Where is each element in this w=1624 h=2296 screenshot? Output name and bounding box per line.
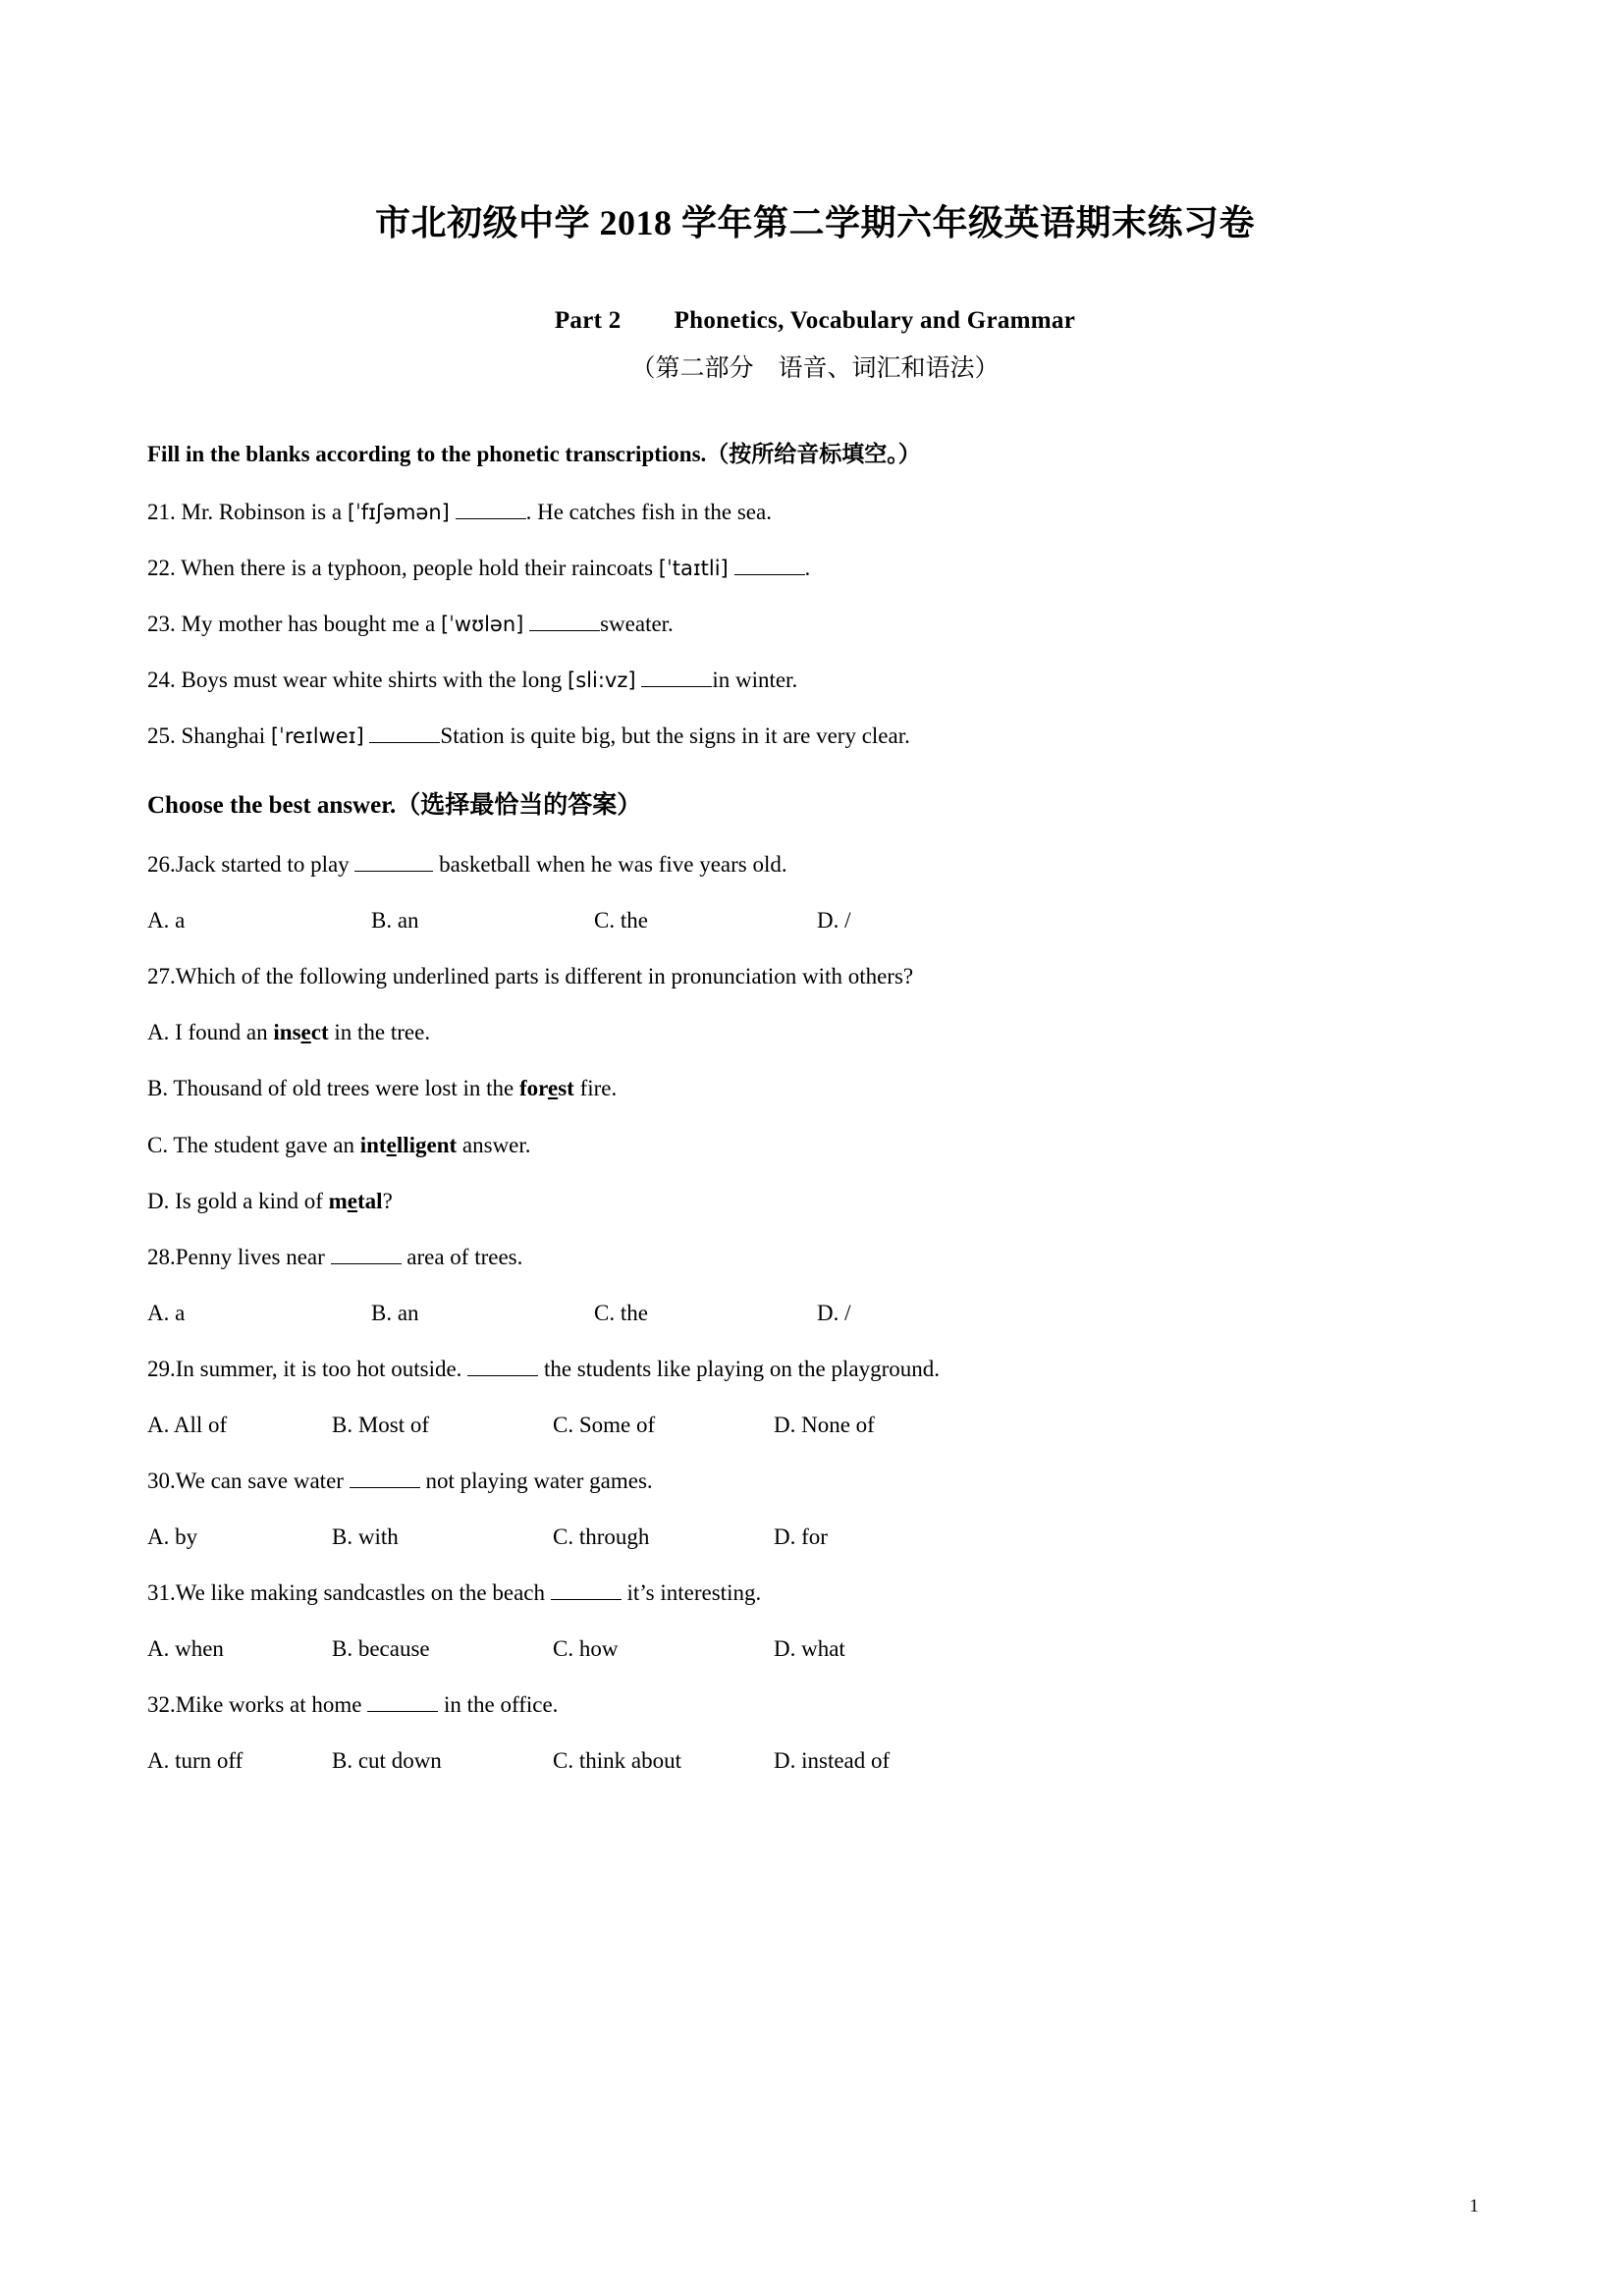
question-30 [147, 1440, 1483, 1496]
question-22-number: 22. [147, 555, 176, 580]
section-2-instruction: Choose the best answer.（选择最恰当的答案） [147, 791, 642, 819]
word-pre: int [359, 1132, 387, 1157]
question-22-ipa: [ˈtaɪtli] [658, 556, 729, 580]
question-29-text-pre: In summer, it is too hot outside. [175, 1356, 468, 1381]
question-27-option-d-word [329, 1189, 383, 1213]
word-post: tal [357, 1188, 383, 1213]
part-heading-en [147, 244, 1483, 336]
question-26-option-a[interactable]: A. a [147, 908, 186, 934]
question-28-option-d[interactable]: D. / [817, 1300, 851, 1325]
question-29-blank[interactable] [467, 1375, 538, 1376]
question-27-option-d-tail: ? [382, 1188, 393, 1213]
question-32-option-b[interactable]: B. cut down [332, 1747, 442, 1773]
question-31-option-d[interactable]: D. what [774, 1635, 845, 1661]
question-28-number: 28. [147, 1244, 176, 1269]
question-27-option-b-word [519, 1076, 574, 1100]
question-32-number: 32. [147, 1691, 176, 1717]
question-24-text-pre: Boys must wear white shirts with the long [175, 667, 568, 692]
question-29-number: 29. [147, 1356, 176, 1381]
question-25-text-pre: Shanghai [175, 722, 271, 748]
question-26-number: 26. [147, 852, 176, 878]
question-23-ipa: [ˈwʊlən] [440, 612, 524, 636]
question-24-ipa: [sli:vz] [568, 667, 636, 692]
question-30-options [147, 1496, 1483, 1552]
question-25 [147, 695, 1483, 751]
question-27-option-c-label: C. The student gave an [147, 1132, 360, 1157]
question-28-option-a[interactable]: A. a [147, 1300, 186, 1325]
question-28 [147, 1216, 1483, 1272]
question-28-text-post: area of trees. [401, 1244, 523, 1269]
question-27-stem: Which of the following underlined parts is different in pronunciation with others? [175, 964, 914, 989]
question-27-option-a[interactable] [147, 991, 1483, 1047]
question-29-options [147, 1384, 1483, 1440]
question-30-blank[interactable] [350, 1487, 420, 1488]
question-32-text-post: in the office. [438, 1691, 559, 1717]
question-28-blank[interactable] [331, 1263, 402, 1264]
question-31-number: 31. [147, 1579, 176, 1605]
question-29 [147, 1328, 1483, 1384]
word-pre: ins [273, 1020, 301, 1045]
question-25-number: 25. [147, 722, 176, 748]
question-22-text-pre: When there is a typhoon, people hold their raincoats [175, 555, 659, 580]
question-28-text-pre: Penny lives near [175, 1244, 331, 1269]
question-23-text-pre: My mother has bought me a [175, 611, 441, 636]
word-underlined: e [347, 1188, 358, 1213]
question-28-options [147, 1272, 1483, 1328]
question-27-option-d[interactable] [147, 1160, 1483, 1216]
question-27-option-c-tail: answer. [457, 1132, 531, 1157]
question-30-option-d[interactable]: D. for [774, 1523, 828, 1549]
question-27-option-b-label: B. Thousand of old trees were lost in the [147, 1076, 520, 1101]
question-30-text-pre: We can save water [175, 1468, 350, 1493]
question-21-text-pre: Mr. Robinson is a [175, 499, 348, 524]
question-22-text-post: . [804, 555, 811, 580]
word-post: lligent [396, 1132, 458, 1157]
question-27-option-a-tail: in the tree. [328, 1020, 431, 1045]
word-pre: m [328, 1188, 348, 1213]
question-26-option-b[interactable]: B. an [371, 908, 419, 934]
word-underlined: e [547, 1076, 559, 1101]
question-29-option-a[interactable]: A. All of [147, 1412, 228, 1437]
word-underlined: e [300, 1020, 311, 1045]
question-30-option-b[interactable]: B. with [332, 1523, 399, 1549]
question-31-text-post: it’s interesting. [621, 1579, 762, 1605]
question-25-blank[interactable] [369, 742, 440, 743]
question-24-number: 24. [147, 667, 176, 692]
question-32-option-a[interactable]: A. turn off [147, 1747, 244, 1773]
question-30-option-a[interactable]: A. by [147, 1523, 198, 1549]
question-29-text-post: the students like playing on the playground. [538, 1356, 941, 1381]
question-31 [147, 1552, 1483, 1608]
question-28-option-c[interactable]: C. the [594, 1300, 648, 1325]
question-23-blank[interactable] [529, 630, 600, 631]
question-32-blank[interactable] [367, 1711, 438, 1712]
question-29-option-d[interactable]: D. None of [774, 1412, 875, 1437]
word-underlined: e [386, 1132, 397, 1157]
question-24-blank[interactable] [641, 686, 712, 687]
section-1-instruction: Fill in the blanks according to the phonetic transcriptions.（按所给音标填空。） [147, 441, 921, 466]
question-32-option-c[interactable]: C. think about [553, 1747, 681, 1773]
question-26-blank[interactable] [354, 871, 433, 872]
question-23 [147, 583, 1483, 639]
question-27-option-d-label: D. Is gold a kind of [147, 1188, 329, 1213]
question-24 [147, 639, 1483, 695]
question-32 [147, 1664, 1483, 1720]
question-21-number: 21. [147, 499, 176, 524]
question-32-options [147, 1720, 1483, 1776]
question-25-ipa: [ˈreɪlweɪ] [270, 723, 364, 748]
question-25-text-post: Station is quite big, but the signs in it are very clear. [440, 722, 910, 748]
question-28-option-b[interactable]: B. an [371, 1300, 419, 1325]
question-30-text-post: not playing water games. [419, 1468, 653, 1493]
question-31-text-pre: We like making sandcastles on the beach [175, 1579, 551, 1605]
question-21-text-post: . He catches fish in the sea. [525, 499, 772, 524]
question-29-option-b[interactable]: B. Most of [332, 1412, 430, 1437]
question-23-text-post: sweater. [600, 611, 674, 636]
question-30-number: 30. [147, 1468, 176, 1493]
question-27-option-b-tail: fire. [573, 1076, 618, 1101]
question-26 [147, 822, 1483, 880]
question-31-option-c[interactable]: C. how [553, 1635, 619, 1661]
question-27 [147, 935, 1483, 991]
question-23-number: 23. [147, 611, 176, 636]
question-27-number: 27. [147, 964, 176, 989]
question-22-blank[interactable] [734, 574, 805, 575]
question-31-blank[interactable] [551, 1599, 622, 1600]
question-31-options [147, 1608, 1483, 1664]
question-26-option-c[interactable]: C. the [594, 908, 648, 934]
question-26-text-post: basketball when he was five years old. [433, 852, 787, 878]
question-24-text-post: in winter. [712, 667, 798, 692]
page-number: 1 [1469, 2196, 1479, 2216]
question-21-blank[interactable] [456, 518, 526, 519]
part-heading-cn: （第二部分 语音、词汇和语法） [630, 355, 1000, 383]
question-26-text-pre: Jack started to play [175, 852, 355, 878]
question-26-option-d[interactable]: D. / [817, 908, 851, 934]
word-pre: for [519, 1076, 548, 1101]
question-27-option-b[interactable] [147, 1047, 1483, 1103]
question-30-option-c[interactable]: C. through [553, 1523, 650, 1549]
question-27-option-c[interactable] [147, 1104, 1483, 1160]
word-post: st [558, 1076, 574, 1101]
page-title: 市北初级中学 2018 学年第二学期六年级英语期末练习卷 [374, 203, 1255, 242]
question-22 [147, 527, 1483, 583]
question-21-ipa: [ˈfɪʃəmən] [347, 500, 450, 524]
part-title-en: Phonetics, Vocabulary and Grammar [674, 307, 1076, 335]
question-32-text-pre: Mike works at home [175, 1691, 368, 1717]
question-27-option-c-word [360, 1133, 457, 1157]
question-21 [147, 469, 1483, 527]
question-31-option-b[interactable]: B. because [332, 1635, 430, 1661]
question-27-option-a-word [273, 1020, 328, 1044]
question-32-option-d[interactable]: D. instead of [774, 1747, 891, 1773]
question-29-option-c[interactable]: C. Some of [553, 1412, 656, 1437]
page-content [147, 0, 1483, 1776]
word-post: ct [310, 1020, 329, 1045]
question-31-option-a[interactable]: A. when [147, 1635, 224, 1661]
question-27-option-a-label: A. I found an [147, 1020, 274, 1045]
part-label: Part 2 [554, 307, 622, 335]
question-26-options [147, 880, 1483, 935]
